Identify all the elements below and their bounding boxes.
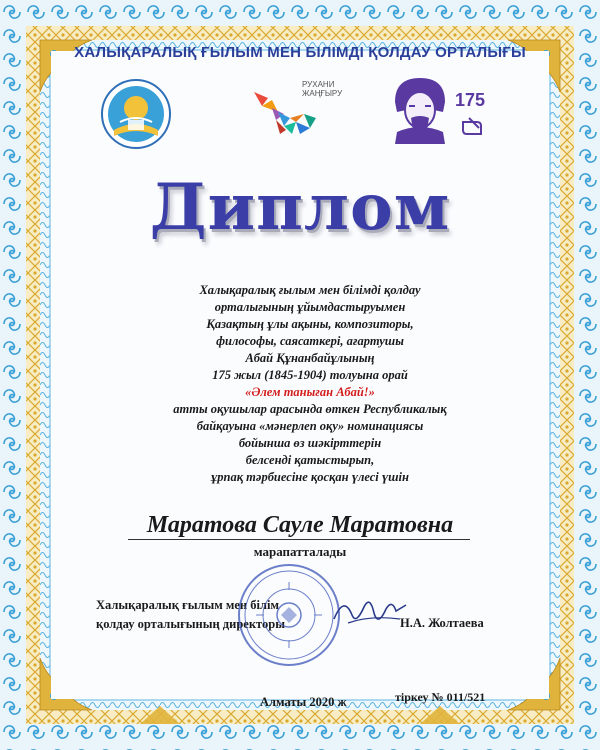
abai-175-logo [385,72,495,144]
diploma-title: Диплом [149,170,451,245]
awarded-label: марапатталады [253,544,347,559]
contest-title: «Әлем таныған Абай!» [245,385,375,399]
scroll-quill-icon [459,114,485,140]
director-name: Н.А. Жолтаева [400,616,484,630]
abai-175-portrait-logo [385,72,455,144]
diploma-body [120,282,500,486]
body-line: белсенді қатыстырып, [245,453,375,467]
rukhani-word: РУХАНИ [302,80,335,89]
anniversary-number: 175 [455,90,486,110]
organization-header: ХАЛЫҚАРАЛЫҚ ҒЫЛЫМ МЕН БІЛІМДІ ҚОЛДАУ ОРТАЛЫҒЫ [74,44,526,61]
body-line: бойынша өз шәкірттерін [238,436,382,450]
body-line: философы, саясаткері, ағартушы [216,334,404,348]
rukhani-zhangyru-logo [250,78,343,140]
body-line: Абай Құнанбайұлының [245,351,375,365]
body-line: Халықаралық ғылым мен білімді қолдау [199,283,421,297]
body-line: орталығының ұйымдастыруымен [214,300,406,314]
body-line: байқауына «мәнерлеп оқу» номинациясы [196,419,424,433]
organization-emblem-icon [100,78,172,150]
body-line: атты оқушылар арасында өткен Республикалық [173,402,447,416]
zhangyru-word: ЖАҢҒЫРУ [302,89,343,98]
official-stamp [236,562,342,668]
body-line: 175 жыл (1845-1904) толуына орай [212,368,408,382]
recipient-underline [128,539,470,540]
registration-number: тіркеу № 011/521 [395,690,486,704]
director-title-line1: Халықаралық ғылым мен білім [96,598,279,612]
recipient-name: Маратова Сауле Маратовна [146,512,454,538]
director-title-line2: қолдау орталығының директоры [96,617,285,631]
city-year: Алматы 2020 ж [260,695,347,709]
body-line: Қазақтың ұлы ақыны, композиторы, [206,317,414,331]
body-line: ұрпақ тәрбиесіне қосқан үлесі үшін [211,470,409,484]
director-signature [330,585,410,635]
